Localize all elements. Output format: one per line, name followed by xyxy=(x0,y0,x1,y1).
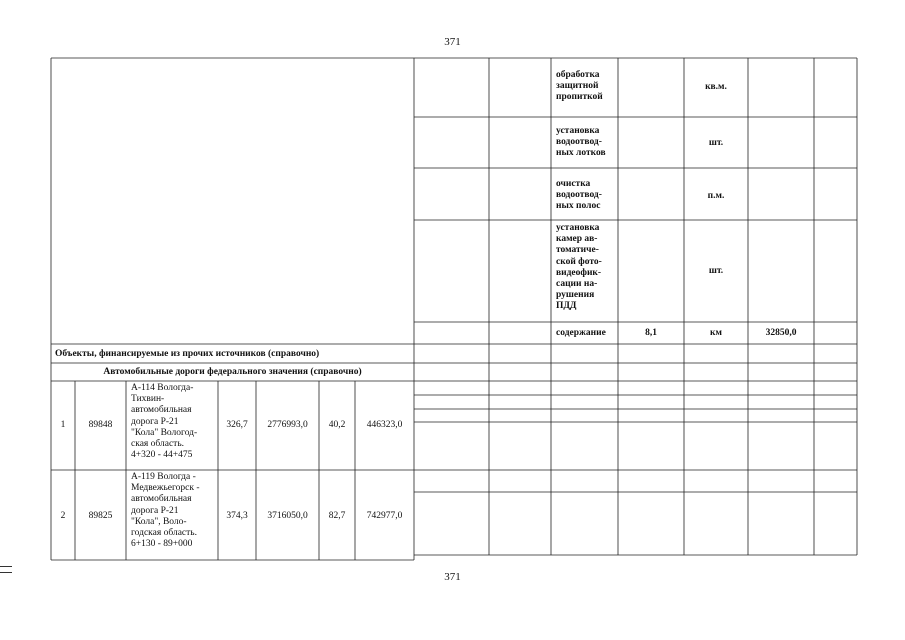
road-cost: 3716050,0 xyxy=(267,511,308,521)
work-unit: шт. xyxy=(708,138,724,148)
work-name-line: водоотвод- xyxy=(556,190,602,201)
road-name-line: 6+130 - 89+000 xyxy=(131,539,193,550)
work-name-line: ПДД xyxy=(556,301,577,312)
work-name-line: пропиткой xyxy=(556,92,603,103)
work-name-line: ской фото- xyxy=(556,256,602,267)
work-name-line: ных лотков xyxy=(556,148,606,159)
road-name-line: 4+320 - 44+475 xyxy=(131,450,193,461)
work-unit: км xyxy=(710,328,722,338)
work-name-line: установка xyxy=(556,126,600,136)
work-qty: 8,1 xyxy=(645,328,657,338)
road-name-line: А-114 Вологда- xyxy=(131,383,194,393)
work-name-line: обработка xyxy=(556,70,600,80)
road-name-line: автомобильная xyxy=(131,494,192,505)
page-number-top: 371 xyxy=(444,36,461,48)
work-unit: шт. xyxy=(708,266,724,276)
work-unit: п.м. xyxy=(707,191,725,201)
work-name-line: очистка xyxy=(556,179,591,189)
road-code: 89848 xyxy=(88,420,113,430)
work-name-maintenance: содержание xyxy=(556,328,606,338)
section-other-sources: Объекты, финансируемые из прочих источников (справочно) xyxy=(55,349,320,359)
road-name-line: А-119 Вологда - xyxy=(131,472,196,482)
work-name-line: сации на- xyxy=(556,279,598,290)
road-value3: 82,7 xyxy=(328,511,346,521)
road-length: 374,3 xyxy=(226,511,248,521)
road-name-line: автомобильная xyxy=(131,405,192,416)
road-code: 89825 xyxy=(88,511,113,521)
work-name-line: защитной xyxy=(556,81,599,92)
road-name-line: "Кола" Вологод- xyxy=(131,427,198,438)
work-name-line: установка xyxy=(556,223,600,233)
road-name-line: ская область. xyxy=(131,439,185,450)
work-name-protective-impregnation xyxy=(556,70,618,104)
work-name-line: томатиче- xyxy=(556,245,599,256)
work-name-line: рушения xyxy=(556,290,595,301)
road-value4: 742977,0 xyxy=(366,511,403,521)
road-name-line: Тихвин- xyxy=(131,394,165,405)
work-name-line: камер ав- xyxy=(556,234,598,245)
road-length: 326,7 xyxy=(226,420,248,430)
work-name-traffic-cameras xyxy=(556,223,618,313)
margin-mark xyxy=(0,566,12,567)
road-name xyxy=(131,383,218,461)
road-name-line: дорога Р-21 xyxy=(131,505,179,516)
road-value3: 40,2 xyxy=(328,420,346,430)
work-name-line: видеофик- xyxy=(556,267,602,278)
section-federal-roads: Автомобильные дороги федерального значения (справочно) xyxy=(103,367,362,377)
road-cost: 2776993,0 xyxy=(267,420,308,430)
page-number-bottom: 371 xyxy=(444,571,461,583)
work-name-drainage-trays xyxy=(556,126,618,160)
work-name-line: водоотвод- xyxy=(556,137,602,148)
road-name-line: годская область. xyxy=(131,528,197,539)
road-value4: 446323,0 xyxy=(366,420,403,430)
road-name-line: "Кола", Воло- xyxy=(131,516,187,527)
road-name-line: дорога Р-21 xyxy=(131,416,179,427)
work-name-drainage-strips xyxy=(556,179,618,213)
road-num: 2 xyxy=(60,511,66,521)
road-name-line: Медвежьегорск - xyxy=(131,483,200,494)
work-unit: кв.м. xyxy=(705,82,727,92)
road-name xyxy=(131,472,218,550)
road-num: 1 xyxy=(60,420,66,430)
work-name-line: ных полос xyxy=(556,201,601,212)
work-cost: 32850,0 xyxy=(765,328,797,338)
